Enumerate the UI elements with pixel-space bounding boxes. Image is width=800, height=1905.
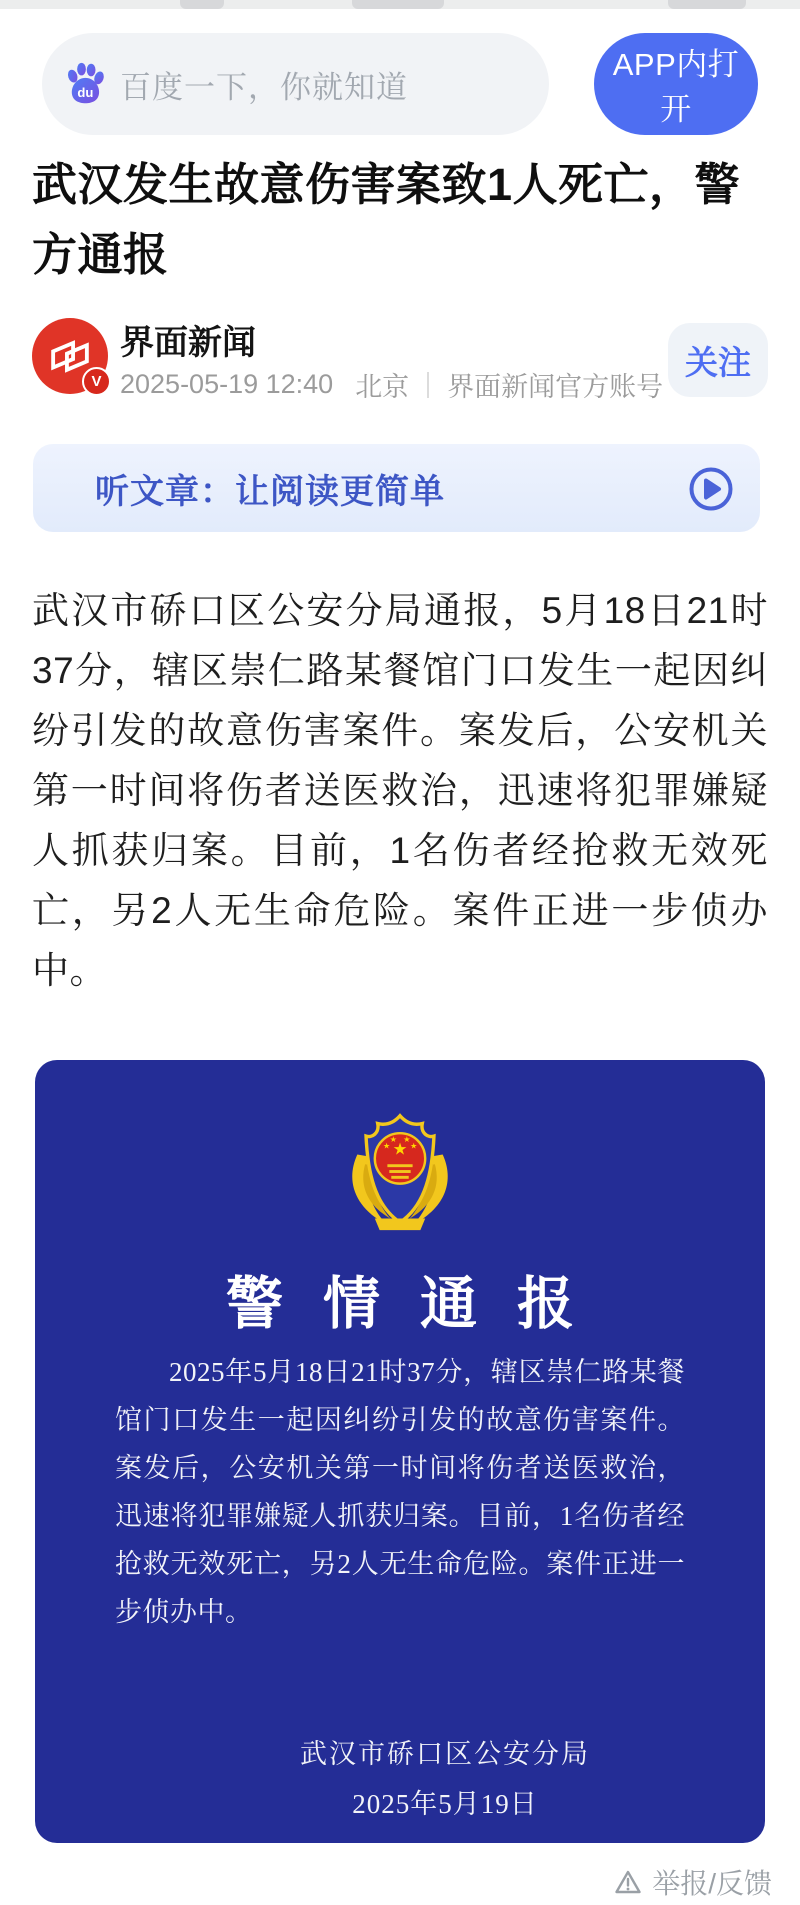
report-feedback-label: 举报/反馈	[652, 1868, 772, 1899]
listen-article-label: 听文章：让阅读更简单	[95, 472, 445, 511]
svg-text:★: ★	[389, 1134, 397, 1144]
publisher-avatar[interactable]	[32, 318, 108, 394]
publish-location: 北京	[355, 372, 410, 402]
publisher-meta	[120, 365, 663, 404]
police-notice-image[interactable]	[35, 1060, 765, 1843]
official-account-label: 界面新闻官方账号	[447, 372, 664, 402]
search-input[interactable]	[42, 33, 549, 135]
svg-text:★: ★	[392, 1139, 408, 1159]
svg-text:★: ★	[410, 1141, 418, 1151]
status-strip	[0, 0, 800, 9]
article-title: 武汉发生故意伤害案致1人死亡，警方通报	[32, 159, 741, 280]
notice-body: 2025年5月18日21时37分，辖区崇仁路某餐馆门口发生一起因纠纷引发的故意伤害案件。案发后，公安机关第一时间将伤者送医救治，迅速将犯罪嫌疑人抓获归案。目前，1名伤者经抢救无效死亡，另2人无生命危险。案件正进一步侦办中。	[115, 1357, 685, 1627]
police-badge-icon	[341, 1108, 459, 1236]
search-placeholder-text: 百度一下，你就知道	[120, 69, 408, 105]
verified-badge: V	[82, 367, 111, 396]
publisher-row	[32, 315, 768, 402]
publisher-name[interactable]: 界面新闻	[120, 324, 256, 362]
meta-divider	[427, 372, 429, 398]
notice-title: 警情通报	[226, 1273, 614, 1336]
listen-article-bar[interactable]	[33, 444, 760, 532]
svg-text:du: du	[77, 85, 94, 101]
open-in-app-button[interactable]: APP内打开	[594, 33, 758, 135]
notice-date: 2025年5月19日	[352, 1789, 538, 1819]
play-circle-icon	[688, 466, 734, 512]
follow-button[interactable]: 关注	[668, 323, 768, 397]
report-feedback-link[interactable]	[614, 1864, 772, 1900]
notice-signature: 武汉市硚口区公安分局	[300, 1739, 590, 1769]
status-strip-segment	[668, 0, 746, 9]
svg-text:★: ★	[403, 1134, 411, 1144]
warning-triangle-icon	[614, 1869, 642, 1895]
status-strip-segment	[180, 0, 224, 9]
status-strip-segment	[352, 0, 444, 9]
article-body: 武汉市硚口区公安分局通报，5月18日21时37分，辖区崇仁路某餐馆门口发生一起因纠纷引发的故意伤害案件。案发后，公安机关第一时间将伤者送医救治，迅速将犯罪嫌疑人抓获归案。目前，1名伤者经抢救无效死亡，另2人无生命危险。案件正进一步侦办中。	[32, 590, 768, 991]
publish-timestamp: 2025-05-19 12:40	[120, 369, 334, 399]
play-audio-button[interactable]	[688, 466, 734, 512]
baidu-paw-icon	[64, 62, 106, 106]
svg-text:★: ★	[382, 1141, 390, 1151]
